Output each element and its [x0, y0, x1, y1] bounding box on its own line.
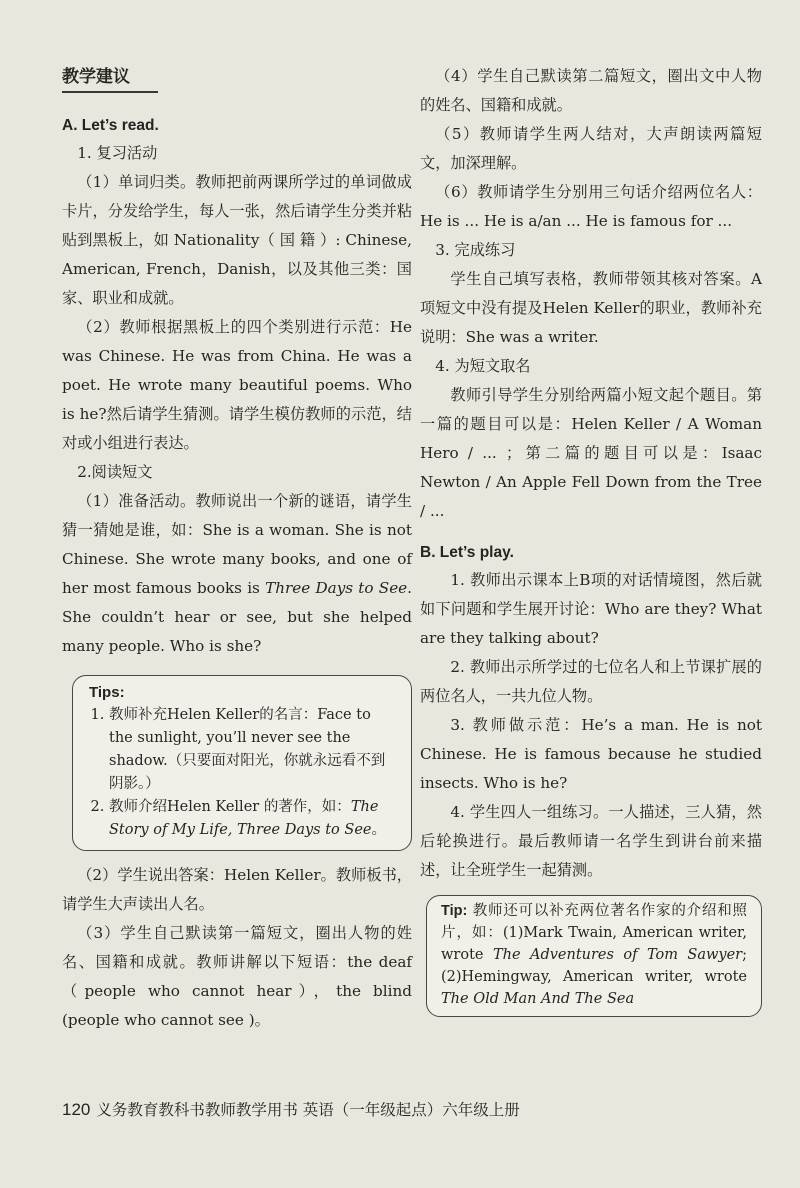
page-footer	[62, 1098, 520, 1120]
paragraph: （2）教师根据黑板上的四个类别进行示范：He was Chinese. He was from China. He was a poet. He wrote many beautiful poems. Who is he?然后请学生猜测。请学生模仿教师的示范，结对或小组进行表达。	[62, 318, 412, 452]
paragraph: 教师引导学生分别给两篇小短文起个题目。第一篇的题目可以是：Helen Keller / A Woman Hero / ... ；第二篇的题目可以是：Isaac Newton / An Apple Fell Down from the Tree / ...	[420, 386, 762, 520]
tips-text: 。	[371, 822, 386, 838]
book-title: The Adventures of Tom Sawyer	[492, 947, 743, 963]
paragraph: 3. 完成练习	[435, 241, 516, 259]
paragraph-text: . She couldn’t hear or see, but she helped many people. Who is she?	[62, 579, 412, 655]
paragraph: 1. 复习活动	[77, 144, 158, 162]
tips-item	[109, 796, 399, 842]
tips-list	[89, 704, 399, 842]
paragraph: （3）学生自己默读第一篇短文，圈出人物的姓名、国籍和成就。教师讲解以下短语：the deaf（people who cannot hear），the blind (people who cannot see )。	[62, 924, 412, 1029]
section-title: 教学建议	[62, 62, 158, 93]
section-b-heading: B. Let’s play.	[420, 544, 514, 561]
footer-text: 义务教育教科书教师教学用书 英语（一年级起点）六年级上册	[96, 1101, 520, 1119]
book-title: The Old Man And The Sea	[441, 991, 635, 1007]
paragraph: 2.阅读短文	[77, 463, 153, 481]
tips-box	[72, 675, 412, 851]
paragraph: 1. 教师出示课本上B项的对话情境图，然后就如下问题和学生展开讨论：Who are they? What are they talking about?	[420, 571, 762, 647]
page-number: 120	[62, 1100, 91, 1119]
book-title: The Story of My Life, Three Days to See	[109, 799, 379, 838]
tip-text: ; (2)Hemingway, American writer, wrote	[441, 947, 748, 985]
paragraph	[62, 487, 412, 661]
paragraph: （4）学生自己默读第二篇短文，圈出文中人物的姓名、国籍和成就。	[420, 67, 762, 114]
paragraph: （2）学生说出答案：Helen Keller。教师板书，请学生大声读出人名。	[62, 866, 412, 913]
right-column	[420, 62, 762, 1017]
paragraph: 4. 学生四人一组练习。一人描述，三人猜，然后轮换进行。最后教师请一名学生到讲台前来描述，让全班学生一起猜测。	[420, 803, 762, 879]
tip-text: 教师还可以补充两位著名作家的介绍和照片，如：(1)Mark Twain, American writer, wrote	[441, 903, 747, 963]
tip-box	[426, 895, 762, 1017]
book-title: Three Days to See	[265, 579, 408, 597]
section-a-heading: A. Let’s read.	[62, 117, 159, 134]
tip-label: Tip:	[441, 903, 468, 919]
paragraph: 学生自己填写表格，教师带领其核对答案。A项短文中没有提及Helen Keller的职业，教师补充说明：She was a writer.	[420, 270, 762, 346]
paragraph: 2. 教师出示所学过的七位名人和上节课扩展的两位名人，一共九位人物。	[420, 658, 762, 705]
paragraph-text: （1）准备活动。教师说出一个新的谜语，请学生猜一猜她是谁，如：She is a woman. She is not Chinese. She wrote many books, and one of her most famous books is	[62, 492, 412, 597]
tips-item: 1. 教师补充Helen Keller的名言：Face to the sunlight, you’ll never see the shadow.（只要面对阳光，你就永远看不到阴影。）	[109, 704, 399, 796]
paragraph: 4. 为短文取名	[435, 357, 531, 375]
tip-content	[441, 900, 747, 1010]
paragraph: （1）单词归类。教师把前两课所学过的单词做成卡片，分发给学生，每人一张，然后请学生分类并粘贴到黑板上，如 Nationality（ 国 籍 ）: Chinese, American, French，Danish，以及其他三类：国家、职业和成就。	[62, 173, 412, 307]
paragraph: （5）教师请学生两人结对，大声朗读两篇短文，加深理解。	[420, 125, 762, 172]
tips-label: Tips:	[89, 684, 125, 701]
left-column	[62, 62, 412, 1035]
paragraph: 3. 教师做示范：He’s a man. He is not Chinese. He is famous because he studied insects. Who is he?	[420, 716, 762, 792]
paragraph: （6）教师请学生分别用三句话介绍两位名人：He is ... He is a/an ... He is famous for ...	[420, 183, 762, 230]
tips-text: 教师介绍Helen Keller 的著作，如：	[109, 799, 351, 815]
